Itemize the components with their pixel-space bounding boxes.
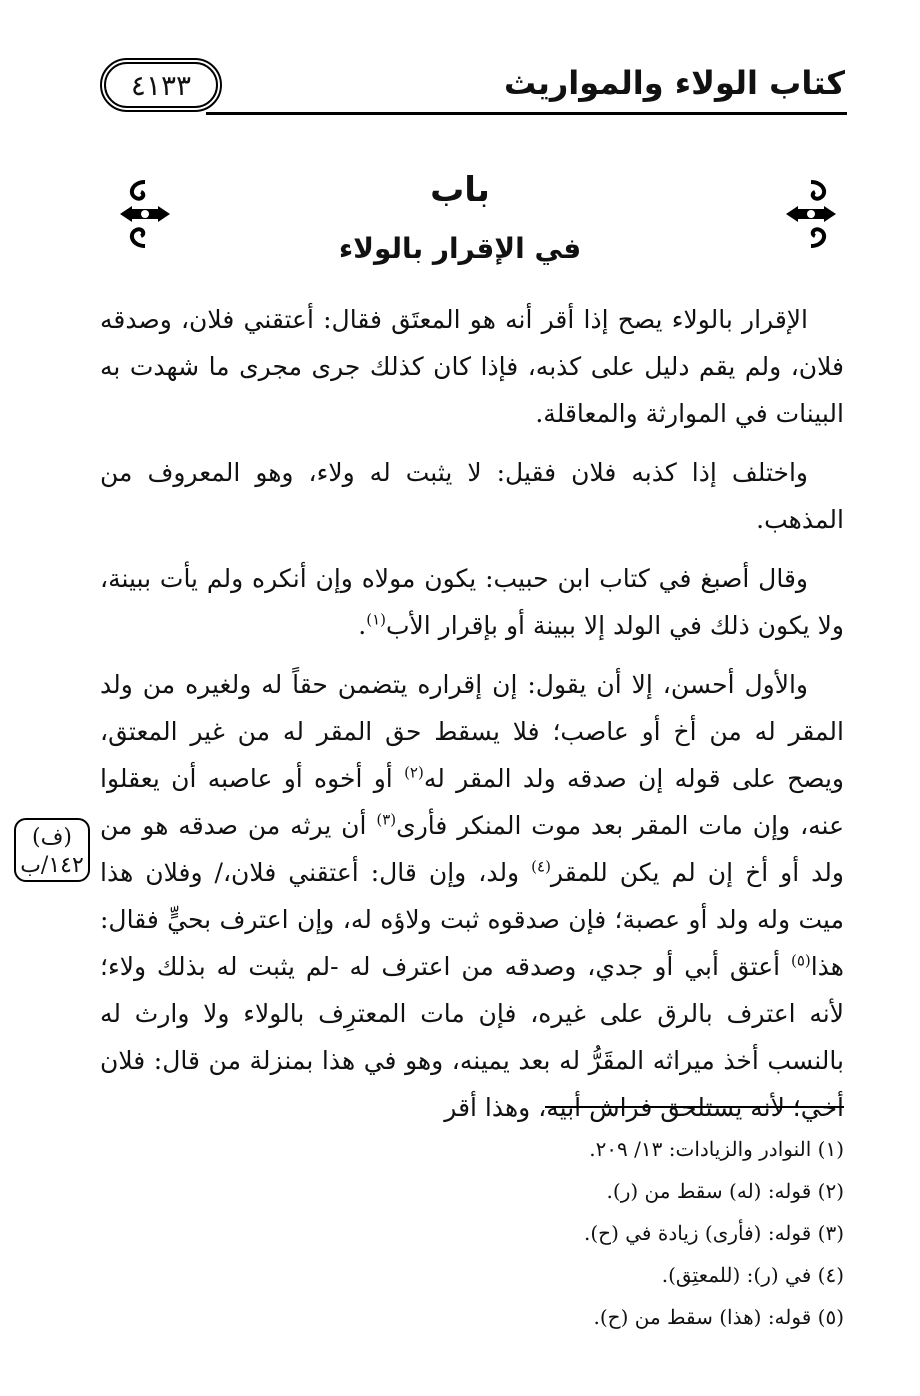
body-text bbox=[100, 296, 844, 1143]
footnote-separator bbox=[545, 1106, 844, 1108]
paragraph-text: والأول أحسن، إلا أن يقول: إن إقراره يتضمن حقاً له ولغيره من ولد المقر له من أخ أو عاصب؛ فلا يسقط حق المقر له من غير المعتق، ويصح على قوله إن صدقه ولد المقر له bbox=[100, 670, 844, 793]
margin-note-line-2: ١٤٢/ب bbox=[20, 853, 84, 878]
paragraph-text: أو أخوه أو عاصبه أن يعقلوا عنه، وإن مات المقر بعد موت المنكر فأرى bbox=[100, 764, 844, 840]
margin-note-line-1: (ف) bbox=[32, 825, 72, 850]
paragraph bbox=[100, 555, 844, 649]
footnote-marker: (٣) bbox=[376, 810, 397, 829]
footnotes bbox=[100, 1128, 844, 1338]
footnote: (٥) قوله: (هذا) سقط من (ح). bbox=[593, 1305, 844, 1329]
page-number: ٤١٣٣ bbox=[104, 62, 218, 108]
paragraph-text: واختلف إذا كذبه فلان فقيل: لا يثبت له ولاء، وهو المعروف من المذهب. bbox=[100, 458, 844, 534]
footnote-marker: (١) bbox=[366, 610, 386, 629]
running-header-title: كتاب الولاء والمواريث bbox=[503, 64, 845, 102]
footnote-marker: (٥) bbox=[790, 951, 811, 970]
footnote: (٢) قوله: (له) سقط من (ر). bbox=[606, 1179, 844, 1203]
paragraph-text: وقال أصبغ في كتاب ابن حبيب: يكون مولاه وإن أنكره ولم يأت ببينة، ولا يكون ذلك في الولد إلا ببينة أو بإقرار الأب bbox=[100, 564, 844, 640]
paragraph-text: . bbox=[358, 611, 367, 640]
paragraph-text: الإقرار بالولاء يصح إذا أقر أنه هو المعتَق فقال: أعتقني فلان، وصدقه فلان، ولم يقم دليل على كذبه، فإذا كان كذلك جرى مجرى ما شهدت به البينات في الموارثة والمعاقلة. bbox=[100, 305, 844, 428]
chapter-label: باب bbox=[430, 170, 490, 210]
footnote: (٤) في (ر): (للمعتِق). bbox=[661, 1263, 844, 1287]
header-rule bbox=[206, 112, 847, 115]
paragraph-text: أن يرثه من صدقه هو من ولد أو أخ إن لم يكن للمقر bbox=[100, 811, 844, 887]
footnote: (٣) قوله: (فأرى) زيادة في (ح). bbox=[584, 1221, 844, 1245]
paragraph-text: ولد، وإن قال: أعتقني فلان،/ وفلان هذا ميت وله ولد أو عصبة؛ فإن صدقوه ثبت ولاؤه له، وإن اعترف بحيٍّ فقال: هذا bbox=[100, 858, 844, 981]
paragraph bbox=[100, 449, 844, 543]
footnote-marker: (٤) bbox=[531, 857, 551, 876]
paragraph bbox=[100, 661, 844, 1131]
paragraph bbox=[100, 296, 844, 437]
footnote-marker: (٢) bbox=[404, 763, 424, 782]
paragraph-text: أعتق أبي أو جدي، وصدقه من اعترف له -لم يثبت له بذلك ولاء؛ لأنه اعترف بالرق على غيره، فإن مات المعترِف بالولاء ولا وارث له بالنسب أخذ ميراثه المقَرُّ له بعد يمينه، وهو في هذا بمنزلة من قال: فلان أخي؛ لأنه يستلحق فراش أبيه، وهذا أقر bbox=[100, 952, 844, 1122]
chapter-title: في الإقرار بالولاء bbox=[338, 232, 582, 265]
footnote: (١) النوادر والزيادات: ١٣/ ٢٠٩. bbox=[589, 1137, 844, 1161]
manuscript-margin-note bbox=[14, 818, 90, 882]
